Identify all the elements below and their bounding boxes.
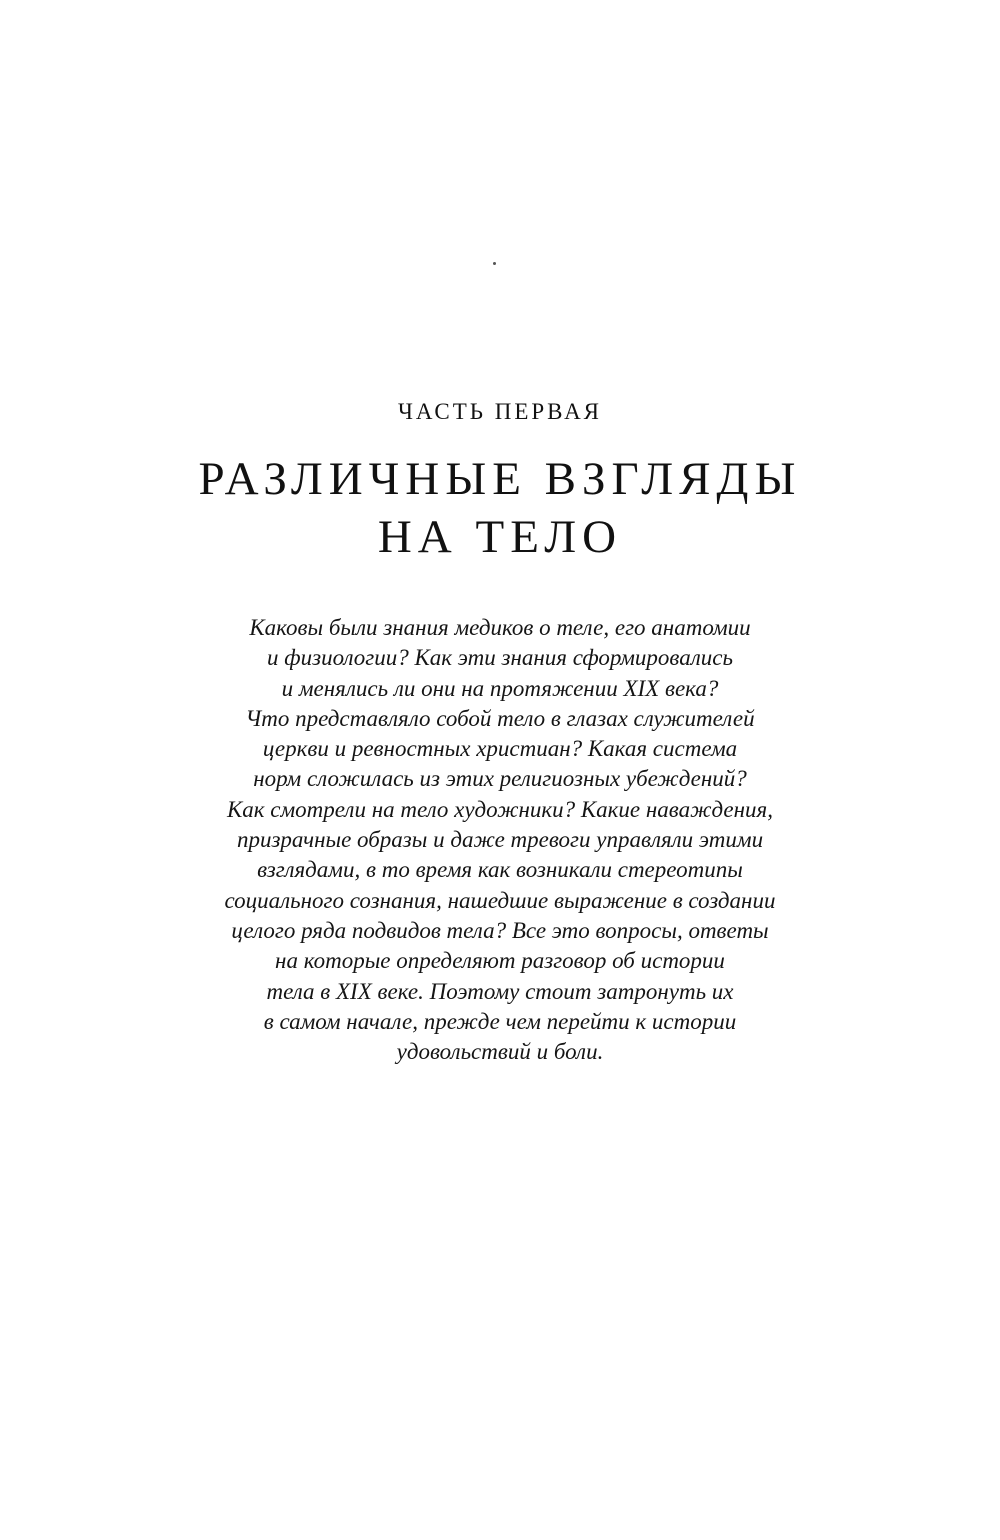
- intro-line: и физиологии? Как эти знания сформировались: [267, 645, 733, 671]
- intro-line: Что представляло собой тело в глазах служителей: [245, 705, 755, 731]
- intro-line: призрачные образы и даже тревоги управляли этими: [236, 827, 764, 853]
- part-title-line: НА ТЕЛО: [377, 511, 623, 563]
- intro-line: на которые определяют разговор об истории: [275, 948, 725, 974]
- intro-paragraph: [140, 613, 860, 1067]
- intro-line: социального сознания, нашедшие выражение в создании: [224, 887, 776, 913]
- intro-line: тела в XIX веке. Поэтому стоит затронуть их: [266, 978, 734, 1004]
- part-title-line: РАЗЛИЧНЫЕ ВЗГЛЯДЫ: [198, 453, 802, 505]
- intro-line: удовольствий и боли.: [396, 1039, 604, 1065]
- intro-line: в самом начале, прежде чем перейти к истории: [263, 1008, 737, 1034]
- printer-dot-mark: [493, 262, 496, 265]
- intro-line: взглядами, в то время как возникали стереотипы: [257, 857, 743, 883]
- intro-line: Каковы были знания медиков о теле, его анатомии: [249, 615, 751, 640]
- intro-line: целого ряда подвидов тела? Все это вопросы, ответы: [231, 917, 769, 943]
- intro-line: Как смотрели на тело художники? Какие наваждения,: [227, 796, 773, 822]
- intro-line: норм сложилась из этих религиозных убеждений?: [253, 766, 747, 792]
- part-label: ЧАСТЬ ПЕРВАЯ: [397, 399, 603, 424]
- part-title: [0, 450, 1000, 566]
- intro-line: церкви и ревностных христиан? Какая система: [262, 736, 738, 762]
- intro-line: и менялись ли они на протяжении XIX века?: [281, 675, 719, 701]
